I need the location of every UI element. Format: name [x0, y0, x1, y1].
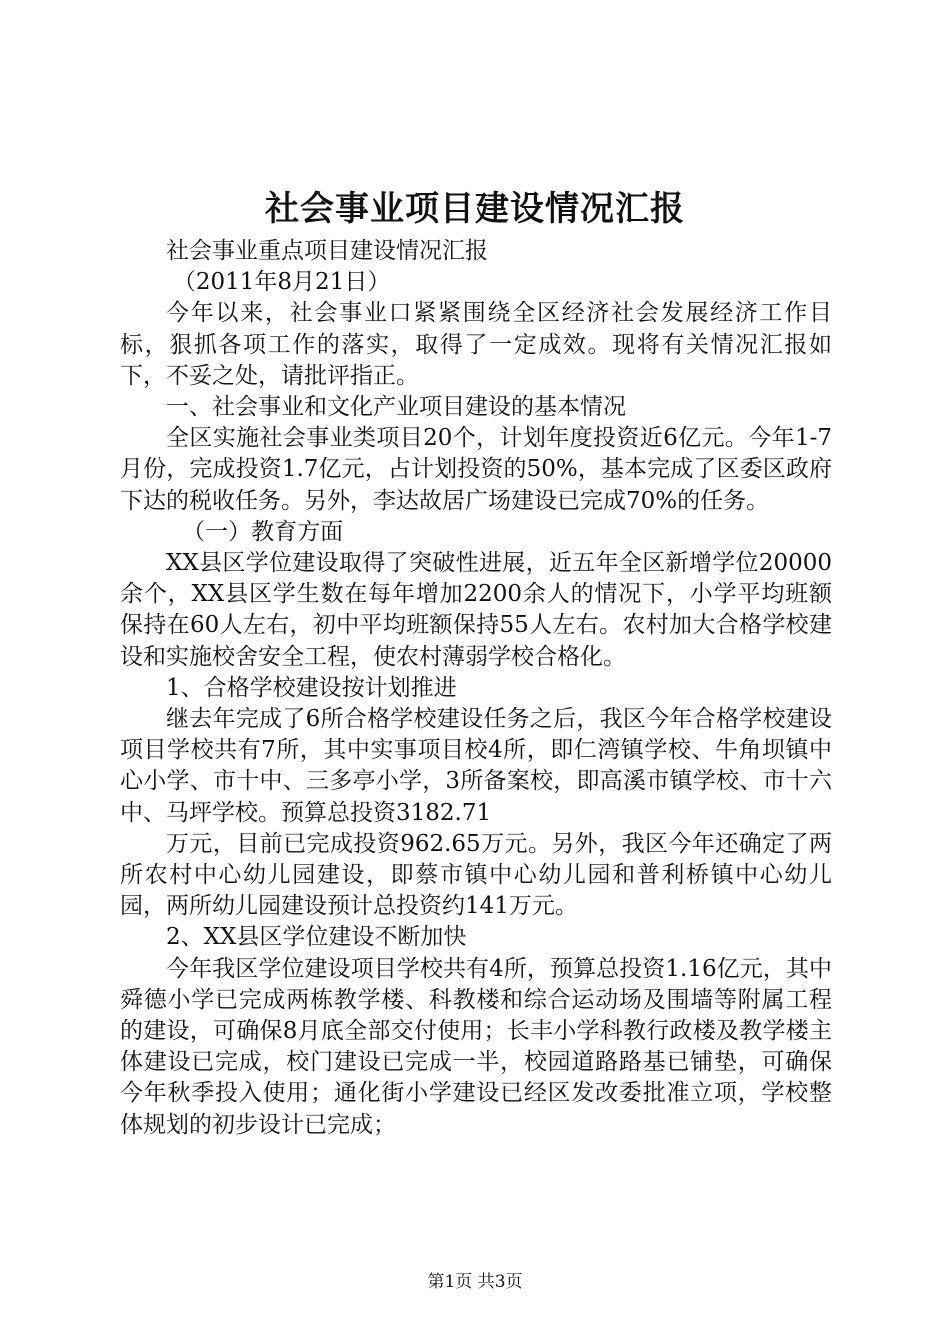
section-heading-1: 一、社会事业和文化产业项目建设的基本情况 — [166, 394, 626, 421]
document-title: 社会事业项目建设情况汇报 — [265, 189, 685, 229]
item-heading-1: 1、合格学校建设按计划推进 — [166, 674, 457, 701]
item-heading-2: 2、XX县区学位建设不断加快 — [166, 924, 467, 951]
date-paragraph: （2011年8月21日） — [172, 269, 391, 296]
subsection-heading-education: （一）教育方面 — [182, 518, 344, 545]
intro-paragraph: 今年以来，社会事业口紧紧围绕全区经济社会发展经济工作目标，狠抓各项工作的落实，取得了一定成效。现将有关情况汇报如下，不妥之处，请批评指正。 — [120, 300, 832, 389]
degree-construction-paragraph: 今年我区学位建设项目学校共有4所，预算总投资1.16亿元，其中舜德小学已完成两栋教学楼、科教楼和综合运动场及围墙等附属工程的建设，可确保8月底全部交付使用；长丰小学科教行政楼及教学楼主体建设已完成，校门建设已完成一半，校园道路路基已铺垫，可确保今年秋季投入使用；通化街小学建设已经区发改委批准立项，学校整体规划的初步设计已完成； — [120, 955, 832, 1138]
investment-paragraph: 万元，目前已完成投资962.65万元。另外，我区今年还确定了两所农村中心幼儿园建设，即蔡市镇中心幼儿园和普利桥镇中心幼儿园，两所幼儿园建设预计总投资约141万元。 — [120, 830, 832, 920]
education-paragraph: XX县区学位建设取得了突破性进展，近五年全区新增学位20000余个，XX县区学生数在每年增加2200余人的情况下，小学平均班额保持在60人左右，初中平均班额保持55人左右。农村加大合格学校建设和实施校舍安全工程，使农村薄弱学校合格化。 — [120, 550, 832, 670]
document-body — [120, 236, 832, 1141]
page-number: 第1页 共3页 — [427, 1272, 523, 1292]
overview-paragraph: 全区实施社会事业类项目20个，计划年度投资近6亿元。今年1-7月份，完成投资1.7亿元，占计划投资的50%，基本完成了区委区政府下达的税收任务。另外，李达故居广场建设已完成70%的任务。 — [120, 425, 832, 514]
qualified-schools-paragraph: 继去年完成了6所合格学校建设任务之后，我区今年合格学校建设项目学校共有7所，其中实事项目校4所，即仁湾镇学校、牛角坝镇中心小学、市十中、三多亭小学，3所备案校，即高溪市镇学校、市十六中、马坪学校。预算总投资3182.71 — [120, 706, 832, 826]
subtitle-paragraph: 社会事业重点项目建设情况汇报 — [166, 238, 488, 264]
